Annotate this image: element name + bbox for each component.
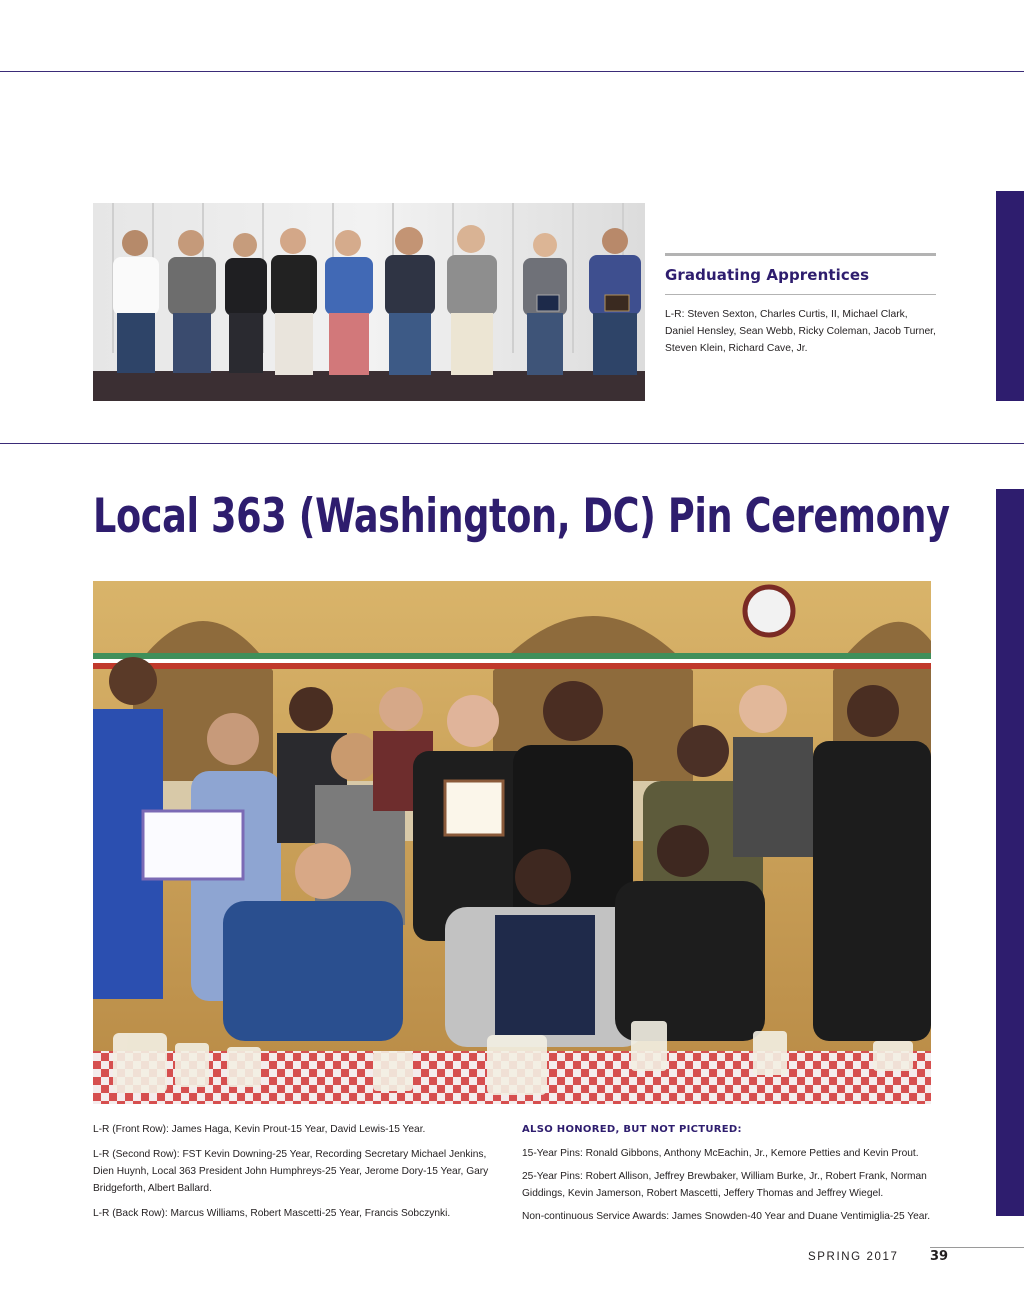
also-honored-heading: ALSO HONORED, BUT NOT PICTURED: bbox=[522, 1124, 742, 1135]
article-headline: Local 363 (Washington, DC) Pin Ceremony bbox=[93, 489, 950, 544]
noncontinuous-awards: Non-continuous Service Awards: James Snowden-40 Year and Duane Ventimiglia-25 Year. bbox=[522, 1211, 931, 1222]
section-divider bbox=[0, 443, 1024, 444]
front-row-caption: L-R (Front Row): James Haga, Kevin Prout-15 Year, David Lewis-15 Year. bbox=[93, 1124, 426, 1135]
side-tab-bottom bbox=[996, 489, 1024, 1216]
also-honored-section bbox=[522, 1121, 932, 1231]
pins-15-year: 15-Year Pins: Ronald Gibbons, Anthony McEachin, Jr., Kemore Petties and Kevin Prout. bbox=[522, 1148, 919, 1159]
apprentices-title: Graduating Apprentices bbox=[665, 266, 870, 284]
back-row-caption: L-R (Back Row): Marcus Williams, Robert Mascetti-25 Year, Francis Sobczynki. bbox=[93, 1208, 451, 1219]
ceremony-caption-rows bbox=[93, 1121, 493, 1230]
ceremony-photo bbox=[93, 581, 931, 1104]
second-row-caption: L-R (Second Row): FST Kevin Downing-25 Year, Recording Secretary Michael Jenkins, Dien Huynh, Local 363 President John Humphreys-25 Year, Jerome Dory-15 Year, Gary Bridgeforth, Albert Ballard. bbox=[93, 1149, 489, 1194]
issue-label: SPRING 2017 bbox=[808, 1251, 899, 1263]
footer-rule bbox=[930, 1247, 1024, 1248]
side-tab-top bbox=[996, 191, 1024, 401]
caption-thin-rule bbox=[665, 294, 936, 295]
top-rule bbox=[0, 71, 1024, 72]
page-number: 39 bbox=[930, 1249, 949, 1264]
pins-25-year: 25-Year Pins: Robert Allison, Jeffrey Brewbaker, William Burke, Jr., Robert Frank, Norman Giddings, Kevin Jamerson, Robert Mascetti, Jeffery Thomas and Jeffrey Wiegel. bbox=[522, 1171, 927, 1199]
apprentices-names: L-R: Steven Sexton, Charles Curtis, II, Michael Clark, Daniel Hensley, Sean Webb, Ricky Coleman, Jacob Turner, Steven Klein, Richard Cave, Jr. bbox=[665, 309, 936, 354]
caption-top-rule bbox=[665, 253, 936, 256]
apprentices-photo bbox=[93, 203, 645, 401]
apprentices-caption bbox=[665, 253, 936, 357]
